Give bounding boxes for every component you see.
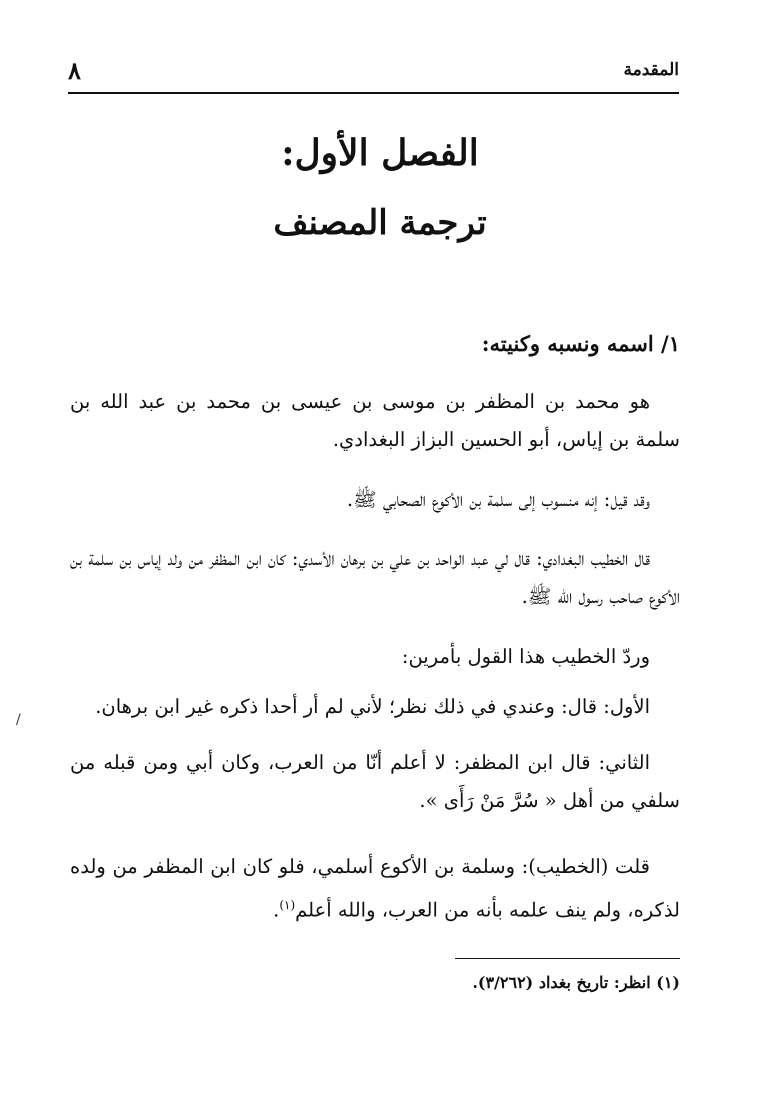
paragraph-refutation-intro: وردّ الخطيب هذا القول بأمرين: (401, 645, 650, 668)
page-number: ٨ (68, 56, 81, 85)
conclusion-text: قلت (الخطيب): وسلمة بن الأكوع أسلمي، فلو كان ابن المظفر من ولده لذكره، ولم ينف علمه بأنه من العرب، والله أعلم (70, 855, 680, 922)
running-header (68, 56, 679, 94)
header-title: المقدمة (623, 60, 679, 80)
paragraph-second-reason: الثاني: قال ابن المظفر: لا أعلم أنّا من العرب، وكان أبي ومن قبله من سلفي من أهل « سُرَّ مَنْ رَأَى ». (70, 751, 680, 812)
margin-mark: / (16, 712, 21, 728)
paragraph-khatib-quote: قال الخطيب البغدادي: قال لي عبد الواحد بن علي بن برهان الأسدي: كان ابن المظفر من ولد إياس بن سلمة بن الأكوع صاحب رسول الله ﷺ. (70, 547, 680, 608)
chapter-subtitle: ترجمة المصنف (273, 203, 487, 243)
footnote: (١) انظر: تاريخ بغداد (٣/٢٦٢). (472, 973, 680, 992)
paragraph-khatib-conclusion: قلت (الخطيب): وسلمة بن الأكوع أسلمي، فلو كان ابن المظفر من ولده لذكره، ولم ينف علمه بأنه من العرب، والله أعلم$^{(١)}$. (70, 855, 680, 922)
paragraph-lineage: هو محمد بن المظفر بن موسى بن عيسى بن محمد بن عبد الله بن سلمة بن إياس، أبو الحسين البزاز البغدادي. (70, 390, 680, 451)
paragraph-attribution: وقد قيل: إنه منسوب إلى سلمة بن الأكوع الصحابي ﷺ. (346, 488, 650, 511)
section-heading: ١/ اسمه ونسبه وكنيته: (481, 331, 680, 356)
chapter-title: الفصل الأول: (281, 132, 479, 174)
footnote-divider (455, 958, 680, 959)
paragraph-first-reason: الأول: قال: وعندي في ذلك نظر؛ لأني لم أر أحدا ذكره غير ابن برهان. (95, 695, 650, 718)
footnote-reference: (١) (279, 898, 296, 912)
